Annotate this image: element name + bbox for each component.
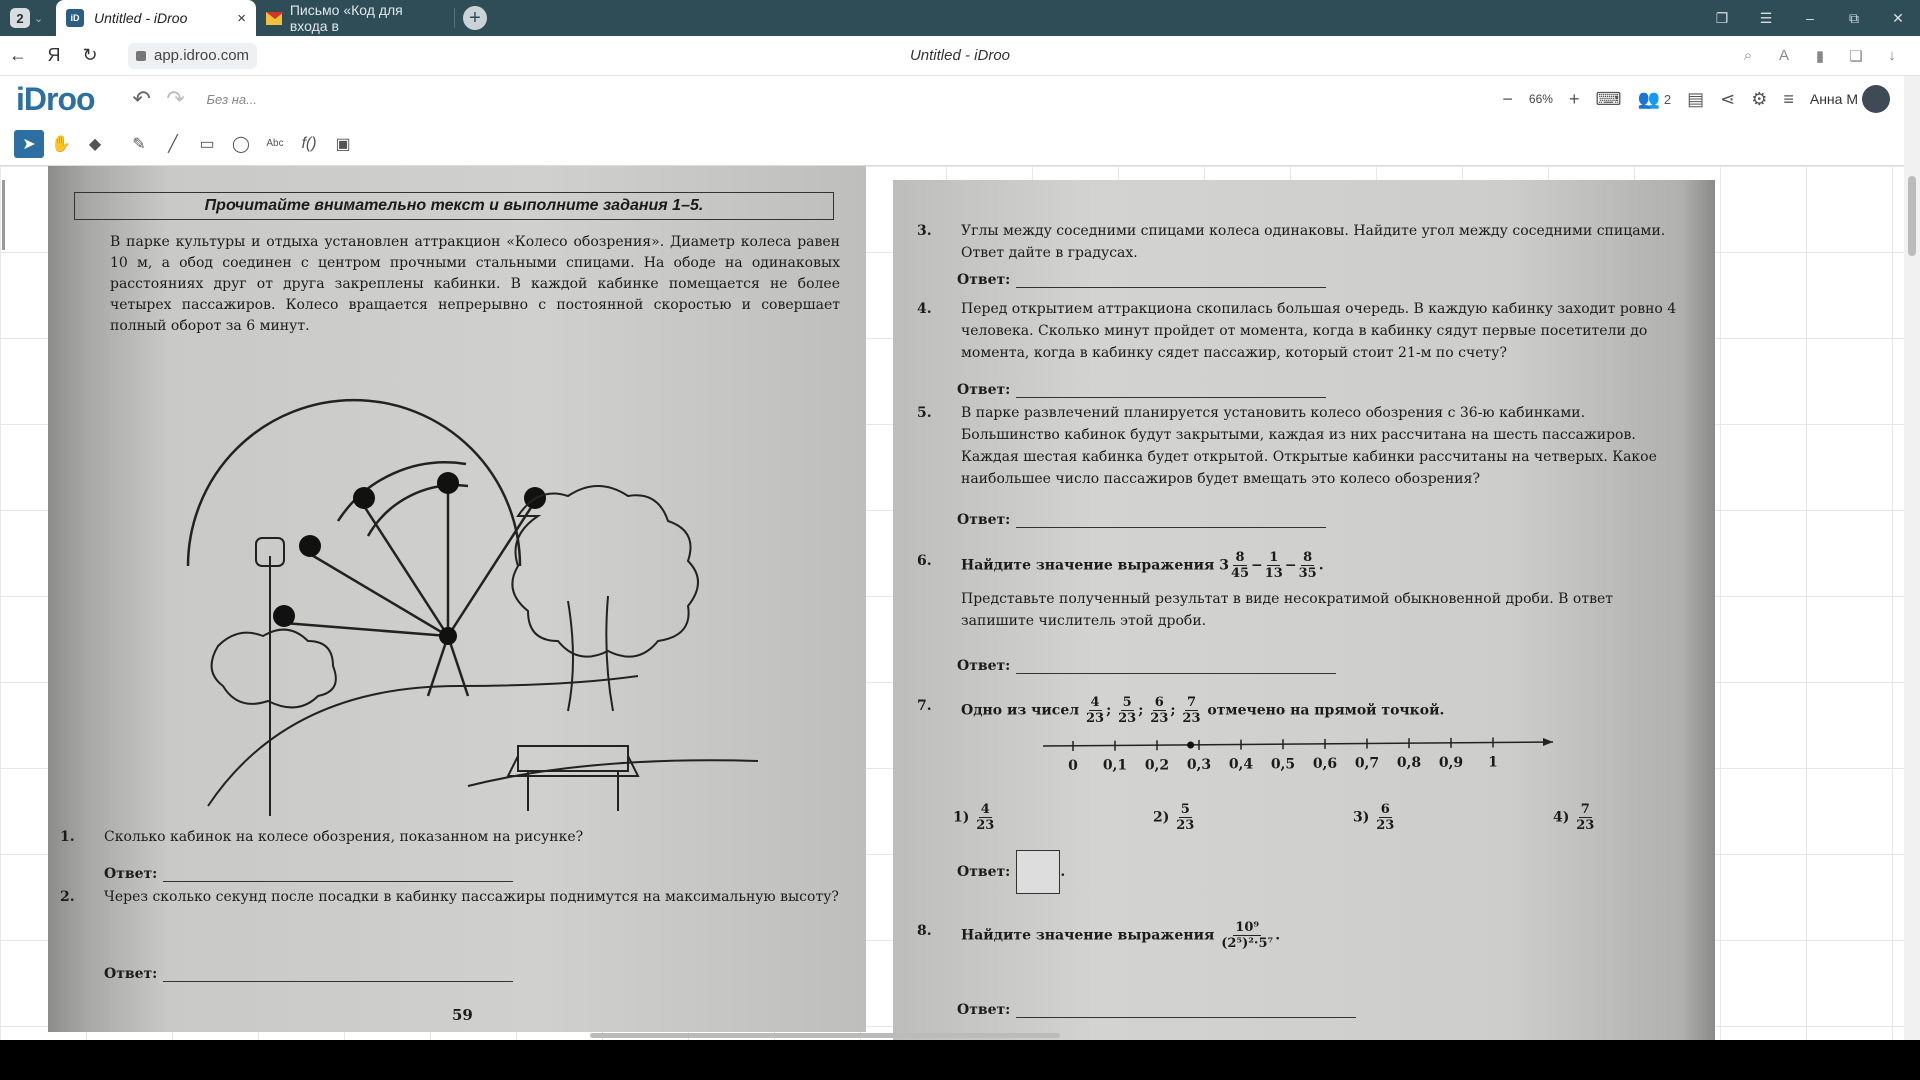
numerator: 5 xyxy=(1122,695,1132,710)
denominator: 23 xyxy=(1150,711,1169,726)
hamburger-menu-icon[interactable]: ≡ xyxy=(1783,88,1794,109)
fraction xyxy=(1182,695,1200,726)
restore-icon[interactable]: ⧉ xyxy=(1849,9,1859,26)
idroo-logo: iDroo xyxy=(16,80,95,117)
window-controls xyxy=(1700,10,1920,27)
minimize-icon[interactable]: – xyxy=(1806,9,1814,26)
close-tab-icon[interactable]: × xyxy=(237,9,246,27)
denominator: 13 xyxy=(1264,566,1283,581)
question-number: 3. xyxy=(917,223,932,239)
denominator: (2⁵)²·5⁷ xyxy=(1221,936,1274,951)
denominator: 23 xyxy=(1182,711,1201,726)
denominator: 23 xyxy=(1118,711,1137,726)
fraction xyxy=(1086,695,1104,726)
share-icon[interactable]: ⋖ xyxy=(1720,88,1736,109)
numerator: 4 xyxy=(1090,695,1100,710)
option-4[interactable] xyxy=(1553,802,1596,833)
avatar[interactable] xyxy=(1862,85,1890,113)
tab-counter[interactable] xyxy=(4,4,56,32)
toolbar-right xyxy=(1494,85,1904,113)
question-text: Найдите значение выражения xyxy=(961,927,1215,944)
question-number: 7. xyxy=(917,698,932,714)
numerator: 7 xyxy=(1580,802,1590,817)
numerator: 5 xyxy=(1180,802,1190,817)
eraser-tool-icon[interactable]: ◆ xyxy=(88,135,102,153)
question-4 xyxy=(917,298,1677,368)
numerator: 4 xyxy=(980,802,990,817)
drawing-tools xyxy=(0,122,1904,166)
page-title: Untitled - iDroo xyxy=(909,47,1011,64)
denominator: 23 xyxy=(1576,818,1595,833)
expr-whole: 3 xyxy=(1219,557,1229,574)
question-text: Перед открытием аттракциона скопилась большая очередь. В каждую кабинку заходит ровно 4 человека. Сколько минут пройдет от момента, когда в кабинку сядут первые посетители до момента, когда в кабинку сядет пассажир, который стоит 21-м по счету? xyxy=(961,301,1677,361)
question-number: 5. xyxy=(917,405,932,421)
denominator: 45 xyxy=(1230,566,1250,581)
fraction xyxy=(1576,802,1594,833)
option-3[interactable] xyxy=(1353,802,1396,833)
option-label: 3) xyxy=(1353,809,1370,826)
fraction xyxy=(976,802,994,833)
idroo-favicon-icon: iD xyxy=(66,9,84,27)
doc-title-input[interactable]: Без на... xyxy=(206,91,257,107)
url-field[interactable] xyxy=(128,43,257,69)
lock-icon xyxy=(136,51,146,61)
answer-line-3 xyxy=(957,272,1326,288)
fraction xyxy=(1299,550,1317,581)
denominator: 23 xyxy=(1176,818,1195,833)
question-text: Через сколько секунд после посадки в кабинку пассажиры поднимутся на максимальную высоту? xyxy=(104,889,839,905)
fraction xyxy=(1150,695,1168,726)
collections-icon[interactable]: ❏ xyxy=(1849,47,1863,65)
question-number: 4. xyxy=(917,301,932,317)
question-5 xyxy=(917,402,1677,492)
text-tool-icon[interactable]: Abc xyxy=(266,138,284,149)
number-line-point xyxy=(1187,742,1194,749)
intro-text: В парке культуры и отдыха установлен аттракцион «Колесо обозрения». Диаметр колеса равен 10 м, а обод соединен с центром прочными стальными спицами. На ободе на одинаковых расстояниях друг от друга закреплены кабинки. В каждой кабинке помещается не более четырех пассажиров. Колесо вращается непрерывно с постоянной скоростью и совершает полный оборот за 6 минут. xyxy=(110,234,840,334)
numerator: 6 xyxy=(1380,802,1390,817)
number-line-tick-label: 0,3 xyxy=(1186,756,1212,773)
fraction xyxy=(1231,550,1249,581)
redo-icon[interactable]: ↷ xyxy=(166,86,185,111)
question-6-line: Найдите значение выражения 3 $\frac{8}{45}$ − $\frac{1}{13}$ − $\frac{8}{35}$ . xyxy=(961,550,1324,581)
question-number: 2. xyxy=(60,889,75,905)
numerator: 10⁹ xyxy=(1235,920,1260,935)
tab-mail[interactable] xyxy=(256,0,446,36)
question-7-options xyxy=(953,802,1673,842)
browser-tab-bar xyxy=(0,0,1920,36)
yandex-icon[interactable]: Я xyxy=(47,45,61,65)
horizontal-scrollbar-thumb[interactable] xyxy=(590,1033,1060,1038)
number-line-axis xyxy=(1043,742,1553,746)
answer-line-4 xyxy=(957,382,1326,398)
numerator: 8 xyxy=(1235,550,1245,565)
close-window-icon[interactable]: ✕ xyxy=(1892,9,1904,26)
tab-count-badge: 2 xyxy=(10,8,30,28)
question-number: 6. xyxy=(917,553,932,569)
answer-box xyxy=(1016,850,1060,894)
number-line-tick-label: 0,7 xyxy=(1354,755,1380,772)
number-line-tick-label: 0,2 xyxy=(1144,757,1170,774)
answer-label: Ответ: xyxy=(957,382,1011,398)
option-2[interactable] xyxy=(1153,802,1196,833)
answer-label: Ответ: xyxy=(104,866,158,882)
option-label: 2) xyxy=(1153,809,1170,826)
image-tool-icon[interactable]: ▣ xyxy=(335,135,351,153)
question-3 xyxy=(917,220,1677,270)
address-bar-actions xyxy=(1730,47,1910,65)
number-line-tick-label: 0,5 xyxy=(1270,756,1296,773)
answer-line-1 xyxy=(104,866,513,882)
numerator: 8 xyxy=(1303,550,1313,565)
answer-label: Ответ: xyxy=(957,658,1011,674)
number-line xyxy=(893,726,1715,786)
line-tool-icon[interactable]: ╱ xyxy=(168,135,178,153)
keyboard-icon[interactable]: ⌨ xyxy=(1595,88,1622,109)
question-text: В парке развлечений планируется установить колесо обозрения с 36-ю кабинками. Большинство кабинок будут закрытыми, каждая из них рассчитана на шесть пассажиров. Каждая шестая кабинка будет открытой. Открытые кабинки рассчитаны на четверых. Какое наибольшее число пассажиров будет вмещать это колесо обозрения? xyxy=(961,405,1657,487)
fraction xyxy=(1376,802,1394,833)
chevron-down-icon: ⌄ xyxy=(34,12,44,25)
option-label: 1) xyxy=(953,809,970,826)
answer-box-7: Ответ: . xyxy=(957,850,1065,894)
menu-icon[interactable]: ☰ xyxy=(1759,9,1773,26)
formula-tool-icon[interactable]: f() xyxy=(301,134,317,152)
denominator: 23 xyxy=(1376,818,1395,833)
bookmark-icon[interactable]: ▮ xyxy=(1815,47,1825,65)
translate-icon[interactable]: A xyxy=(1778,46,1789,64)
textbook-page-left-image[interactable] xyxy=(48,166,866,1032)
scrollbar-thumb[interactable] xyxy=(1908,176,1916,256)
answer-line-2 xyxy=(104,966,513,982)
vertical-scrollbar[interactable] xyxy=(1904,76,1920,1040)
question-number: 8. xyxy=(917,923,932,939)
url-text: app.idroo.com xyxy=(154,47,250,64)
question-number: 1. xyxy=(60,829,75,845)
answer-label: Ответ: xyxy=(957,1002,1011,1018)
participants-icon[interactable]: 👥 xyxy=(1637,88,1660,109)
question-2 xyxy=(60,886,850,936)
app-toolbar xyxy=(0,76,1904,122)
answer-label: Ответ: xyxy=(104,966,158,982)
question-text: Найдите значение выражения xyxy=(961,557,1215,574)
question-8-line: Найдите значение выражения $\frac{\text{10⁹}}{\text{(2⁵)²·5⁷}}$ . xyxy=(961,920,1281,951)
question-text: отмечено на прямой точкой. xyxy=(1207,702,1445,719)
new-tab-button[interactable]: + xyxy=(463,6,487,30)
address-bar xyxy=(0,36,1920,76)
ellipse-tool-icon[interactable]: ◯ xyxy=(232,135,250,153)
number-line-arrow xyxy=(1543,738,1553,746)
zoom-out-icon[interactable]: − xyxy=(1502,88,1513,109)
denominator: 23 xyxy=(1086,711,1105,726)
fraction xyxy=(1221,920,1273,951)
user-name[interactable]: Анна М xyxy=(1809,91,1858,107)
question-7-line: Одно из чисел $\frac{4}{23}$ ; $\frac{5}{23}$ ; $\frac{6}{23}$ ; $\frac{7}{23}$ отмечено на прямой точкой. xyxy=(961,695,1445,726)
question-text: Представьте полученный результат в виде несократимой обыкновенной дроби. В ответ запишите числитель этой дроби. xyxy=(961,591,1613,629)
answer-line-5 xyxy=(957,512,1326,528)
answer-line-6 xyxy=(957,658,1336,674)
option-1[interactable] xyxy=(953,802,996,833)
rectangle-tool-icon[interactable]: ▭ xyxy=(199,135,215,153)
tab-divider xyxy=(454,8,455,28)
fraction xyxy=(1118,695,1136,726)
reload-icon[interactable]: ↻ xyxy=(82,45,98,65)
tab-idroo[interactable] xyxy=(56,0,256,36)
search-icon[interactable]: ⌕ xyxy=(1743,46,1753,64)
option-label: 4) xyxy=(1553,809,1570,826)
hand-tool-icon[interactable]: ✋ xyxy=(51,135,71,153)
number-line-tick-label: 0 xyxy=(1068,758,1078,774)
number-line-tick-label: 0,9 xyxy=(1438,754,1464,771)
tab-title: Письмо «Код для входа в xyxy=(289,2,403,34)
number-line-tick-label: 0,6 xyxy=(1312,755,1338,772)
question-text: Одно из чисел xyxy=(961,702,1080,719)
answer-label: Ответ: xyxy=(957,272,1011,288)
ferris-wheel-illustration xyxy=(48,356,866,816)
denominator: 35 xyxy=(1298,566,1317,581)
zoom-in-icon[interactable]: + xyxy=(1568,88,1580,109)
participants-count: 2 xyxy=(1663,91,1672,107)
question-text: Сколько кабинок на колесе обозрения, показанном на рисунке? xyxy=(104,829,584,845)
fraction xyxy=(1176,802,1194,833)
undo-icon[interactable]: ↶ xyxy=(132,86,151,111)
answer-label: Ответ: xyxy=(957,512,1011,528)
textbook-page-right-image[interactable] xyxy=(893,180,1715,1040)
select-tool-icon[interactable]: ➤ xyxy=(14,130,44,158)
number-line-tick-label: 0,8 xyxy=(1396,755,1422,772)
numerator: 6 xyxy=(1154,695,1164,710)
question-text: Углы между соседними спицами колеса одинаковы. Найдите угол между соседними спицами. Ответ дайте в градусах. xyxy=(961,223,1666,261)
answer-line-8 xyxy=(957,1002,1356,1018)
pencil-tool-icon[interactable]: ✎ xyxy=(132,135,146,153)
mail-icon xyxy=(266,12,282,25)
canvas-left-marker xyxy=(2,180,5,250)
denominator: 23 xyxy=(976,818,995,833)
page-number: 59 xyxy=(452,1006,473,1024)
number-line-tick-label: 0,4 xyxy=(1228,756,1254,773)
fraction xyxy=(1265,550,1283,581)
zoom-level[interactable]: 66% xyxy=(1528,92,1553,106)
download-icon[interactable]: ↓ xyxy=(1888,46,1896,64)
chat-icon[interactable]: ▤ xyxy=(1687,88,1705,109)
tab-title: Untitled - iDroo xyxy=(94,10,188,26)
section-header: Прочитайте внимательно текст и выполните задания 1–5. xyxy=(74,192,834,220)
back-icon[interactable]: ← xyxy=(9,45,27,65)
numerator: 7 xyxy=(1186,695,1196,710)
answer-label: Ответ: xyxy=(957,864,1011,880)
bookmarks-icon[interactable]: ❐ xyxy=(1715,9,1729,26)
number-line-tick-label: 0,1 xyxy=(1102,757,1128,774)
numerator: 1 xyxy=(1269,550,1279,565)
question-6-note xyxy=(961,588,1681,634)
number-line-tick-label: 1 xyxy=(1488,754,1498,771)
gear-icon[interactable]: ⚙ xyxy=(1751,88,1768,109)
